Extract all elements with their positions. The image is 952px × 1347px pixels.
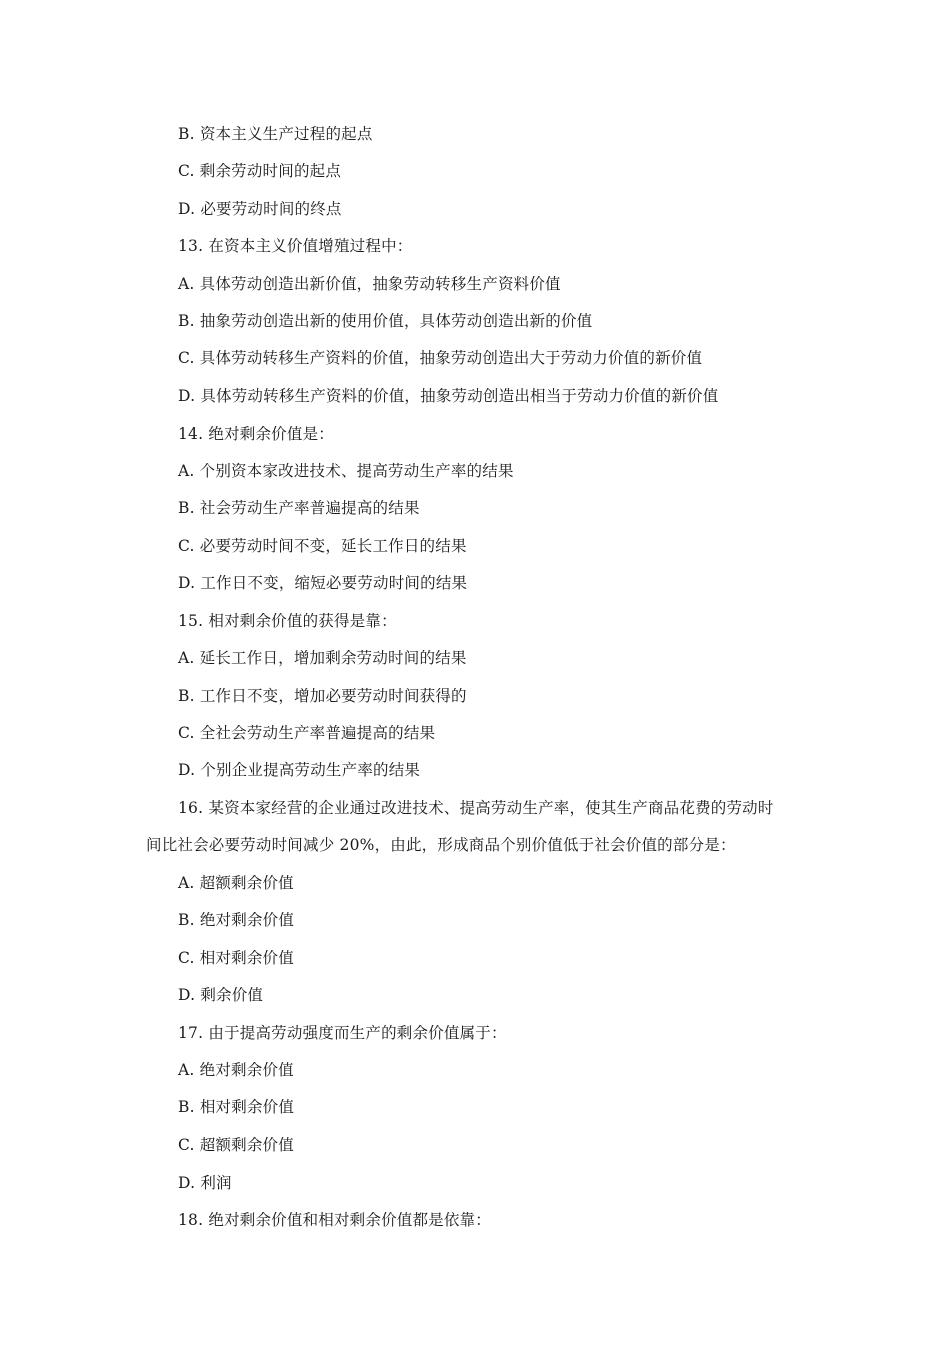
option-15-c: C. 全社会劳动生产率普遍提高的结果	[178, 724, 436, 742]
option-17-d: D. 利润	[178, 1174, 232, 1192]
question-14: 14. 绝对剩余价值是：	[178, 425, 334, 443]
option-13-c: C. 具体劳动转移生产资料的价值，抽象劳动创造出大于劳动力价值的新价值	[178, 349, 703, 367]
option-15-d: D. 个别企业提高劳动生产率的结果	[178, 761, 421, 779]
option-17-c: C. 超额剩余价值	[178, 1136, 294, 1154]
option-15-b: B. 工作日不变，增加必要劳动时间获得的	[178, 687, 467, 705]
option-12-d: D. 必要劳动时间的终点	[178, 200, 342, 218]
option-12-c: C. 剩余劳动时间的起点	[178, 162, 342, 180]
question-17: 17. 由于提高劳动强度而生产的剩余价值属于：	[178, 1024, 507, 1042]
question-16-continued: 间比社会必要劳动时间减少 20%，由此，形成商品个别价值低于社会价值的部分是：	[146, 836, 736, 854]
option-16-c: C. 相对剩余价值	[178, 949, 294, 967]
option-16-a: A. 超额剩余价值	[178, 874, 294, 892]
option-17-b: B. 相对剩余价值	[178, 1098, 295, 1116]
option-16-b: B. 绝对剩余价值	[178, 911, 295, 929]
option-14-b: B. 社会劳动生产率普遍提高的结果	[178, 499, 420, 517]
question-15: 15. 相对剩余价值的获得是靠：	[178, 612, 397, 630]
question-13: 13. 在资本主义价值增殖过程中：	[178, 237, 413, 255]
option-17-a: A. 绝对剩余价值	[178, 1061, 294, 1079]
option-13-a: A. 具体劳动创造出新价值，抽象劳动转移生产资料价值	[178, 275, 561, 293]
option-14-c: C. 必要劳动时间不变，延长工作日的结果	[178, 537, 467, 555]
option-14-d: D. 工作日不变，缩短必要劳动时间的结果	[178, 574, 468, 592]
option-12-b: B. 资本主义生产过程的起点	[178, 125, 373, 143]
question-16: 16. 某资本家经营的企业通过改进技术、提高劳动生产率，使其生产商品花费的劳动时	[178, 799, 774, 817]
option-13-b: B. 抽象劳动创造出新的使用价值，具体劳动创造出新的价值	[178, 312, 593, 330]
option-16-d: D. 剩余价值	[178, 986, 264, 1004]
option-14-a: A. 个别资本家改进技术、提高劳动生产率的结果	[178, 462, 514, 480]
option-13-d: D. 具体劳动转移生产资料的价值，抽象劳动创造出相当于劳动力价值的新价值	[178, 387, 719, 405]
question-18: 18. 绝对剩余价值和相对剩余价值都是依靠：	[178, 1211, 491, 1229]
option-15-a: A. 延长工作日，增加剩余劳动时间的结果	[178, 649, 467, 667]
